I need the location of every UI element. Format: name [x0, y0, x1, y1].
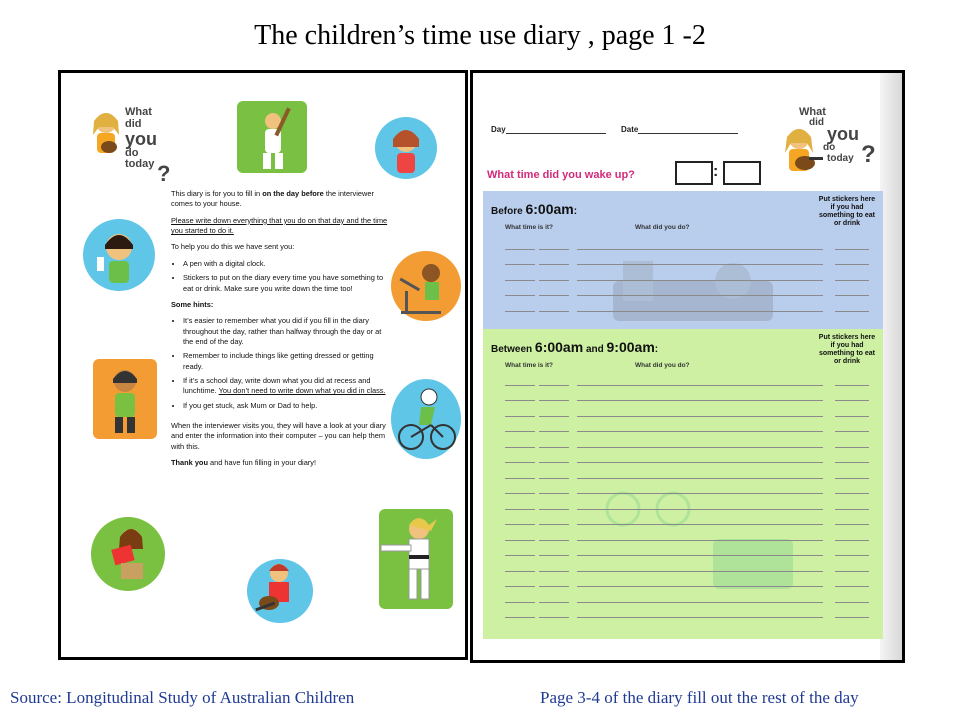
write-line[interactable] — [539, 416, 569, 417]
write-line[interactable] — [577, 295, 823, 296]
write-line[interactable] — [835, 311, 869, 312]
write-line[interactable] — [577, 385, 823, 386]
write-line[interactable] — [505, 524, 535, 525]
between-stickers-header: Put stickers here if you had something to eat or drink — [818, 334, 876, 366]
write-line[interactable] — [505, 431, 535, 432]
write-line[interactable] — [539, 571, 569, 572]
boy-guitar-icon — [247, 559, 313, 623]
write-line[interactable] — [505, 249, 535, 250]
write-line[interactable] — [539, 617, 569, 618]
help-paragraph: To help you do this we have sent you: — [171, 242, 295, 252]
write-down-paragraph: Please write down everything that you do on that day and the time you started to do it. — [171, 215, 388, 236]
write-line[interactable] — [539, 249, 569, 250]
before-activity-header: What did you do? — [635, 224, 690, 231]
hints-title: Some hints: — [171, 299, 214, 309]
write-line[interactable] — [539, 280, 569, 281]
diary-entry-row[interactable] — [483, 544, 883, 560]
write-line[interactable] — [539, 509, 569, 510]
write-line[interactable] — [539, 400, 569, 401]
diary-entry-row[interactable] — [483, 497, 883, 513]
write-line[interactable] — [577, 400, 823, 401]
write-line[interactable] — [577, 264, 823, 265]
write-line[interactable] — [505, 462, 535, 463]
wake-hour-box[interactable] — [675, 161, 713, 185]
what-did-you-do-badge: What did you do today ? — [89, 101, 169, 191]
girl-guitar-icon — [89, 109, 123, 159]
diary-entry-row[interactable] — [483, 389, 883, 405]
write-line[interactable] — [577, 509, 823, 510]
write-line[interactable] — [577, 280, 823, 281]
wake-minute-box[interactable] — [723, 161, 761, 185]
source-caption: Source: Longitudinal Study of Australian Children — [10, 688, 355, 707]
boy-drinking-icon — [83, 219, 155, 291]
write-line[interactable] — [577, 586, 823, 587]
write-line[interactable] — [577, 249, 823, 250]
write-line[interactable] — [505, 571, 535, 572]
write-line[interactable] — [505, 280, 535, 281]
thank-you-paragraph: Thank you and have fun filling in your diary! — [171, 458, 317, 468]
page-edge-shadow — [880, 73, 902, 660]
write-line[interactable] — [505, 264, 535, 265]
diary-entry-row[interactable] — [483, 237, 883, 253]
write-line[interactable] — [577, 431, 823, 432]
write-line[interactable] — [577, 555, 823, 556]
wake-colon: : — [713, 163, 719, 180]
diary-entry-row[interactable] — [483, 466, 883, 482]
write-line[interactable] — [835, 602, 869, 603]
write-line[interactable] — [539, 385, 569, 386]
write-line[interactable] — [835, 555, 869, 556]
write-line[interactable] — [835, 586, 869, 587]
interviewer-paragraph: When the interviewer visits you, they will have a look at your diary and enter the information into their computer – you can help them with this. — [171, 421, 386, 451]
write-line[interactable] — [539, 555, 569, 556]
diary-page-left — [58, 70, 468, 660]
between-entry-rows — [483, 373, 883, 621]
between-activity-header: What did you do? — [635, 362, 690, 369]
kid-with-toy-icon — [93, 359, 157, 439]
write-line[interactable] — [539, 540, 569, 541]
before-stickers-header: Put stickers here if you had something to eat or drink — [818, 196, 876, 228]
diary-entry-row[interactable] — [483, 528, 883, 544]
write-line[interactable] — [505, 602, 535, 603]
write-line[interactable] — [539, 462, 569, 463]
between-section-title: Between 6:00am and 9:00am: — [491, 339, 659, 355]
intro-paragraph: This diary is for you to fill in on the day before the interviewer comes to your house. — [171, 189, 374, 209]
write-line[interactable] — [505, 555, 535, 556]
page-note-caption: Page 3-4 of the diary fill out the rest of the day — [540, 688, 859, 707]
between-time-header: What time is it? — [505, 362, 554, 369]
diary-instructions — [171, 189, 393, 475]
write-line[interactable] — [505, 416, 535, 417]
write-line[interactable] — [835, 617, 869, 618]
before-6am-section — [483, 191, 883, 329]
write-line[interactable] — [835, 249, 869, 250]
write-line[interactable] — [577, 524, 823, 525]
before-time-header: What time is it? — [505, 224, 554, 231]
write-line[interactable] — [577, 462, 823, 463]
write-line[interactable] — [539, 493, 569, 494]
write-line[interactable] — [539, 264, 569, 265]
diary-entry-row[interactable] — [483, 482, 883, 498]
diary-entry-row[interactable] — [483, 451, 883, 467]
what-did-you-do-badge-right: What did you do today ? — [779, 105, 859, 195]
write-line[interactable] — [835, 295, 869, 296]
write-line[interactable] — [835, 478, 869, 479]
write-line[interactable] — [835, 431, 869, 432]
write-line[interactable] — [505, 586, 535, 587]
write-line[interactable] — [505, 540, 535, 541]
write-line[interactable] — [835, 447, 869, 448]
write-line[interactable] — [577, 478, 823, 479]
kid-on-bike-icon — [391, 379, 461, 459]
write-line[interactable] — [539, 295, 569, 296]
write-line[interactable] — [835, 264, 869, 265]
before-entry-rows — [483, 237, 883, 315]
diary-entry-row[interactable] — [483, 435, 883, 451]
between-6-9am-section — [483, 329, 883, 639]
write-line[interactable] — [835, 400, 869, 401]
write-line[interactable] — [539, 602, 569, 603]
write-line[interactable] — [577, 311, 823, 312]
write-line[interactable] — [835, 571, 869, 572]
write-line[interactable] — [835, 540, 869, 541]
diary-entry-row[interactable] — [483, 299, 883, 315]
write-line[interactable] — [577, 602, 823, 603]
write-line[interactable] — [835, 509, 869, 510]
write-line[interactable] — [505, 617, 535, 618]
diary-entry-row[interactable] — [483, 575, 883, 591]
write-line[interactable] — [505, 400, 535, 401]
write-line[interactable] — [577, 617, 823, 618]
date-field: Date — [621, 125, 738, 134]
diary-page-right — [470, 70, 905, 663]
write-line[interactable] — [577, 447, 823, 448]
write-line[interactable] — [505, 295, 535, 296]
wake-up-question: What time did you wake up? — [487, 169, 635, 181]
write-line[interactable] — [505, 509, 535, 510]
diary-entry-row[interactable] — [483, 590, 883, 606]
diary-entry-row[interactable] — [483, 253, 883, 269]
girl-guitar-icon — [779, 123, 823, 179]
cricket-player-icon — [237, 101, 307, 173]
slide-title: The children’s time use diary , page 1 -2 — [254, 20, 706, 51]
girl-karate-icon — [379, 509, 453, 609]
diary-entry-row[interactable] — [483, 606, 883, 622]
before-section-title: Before 6:00am: — [491, 201, 578, 217]
write-line[interactable] — [577, 416, 823, 417]
girl-reading-icon — [91, 517, 165, 591]
write-line[interactable] — [835, 385, 869, 386]
write-line[interactable] — [505, 385, 535, 386]
diary-entry-row[interactable] — [483, 268, 883, 284]
kid-at-computer-icon — [391, 251, 461, 321]
sent-items-list: • A pen with a digital clock. • Stickers to put on the diary every time you have something to eat or drink. Make sure you write down the time too! — [171, 259, 393, 294]
write-line[interactable] — [539, 586, 569, 587]
diary-entry-row[interactable] — [483, 373, 883, 389]
write-line[interactable] — [835, 416, 869, 417]
write-line[interactable] — [835, 524, 869, 525]
write-line[interactable] — [835, 280, 869, 281]
write-line[interactable] — [539, 478, 569, 479]
hints-list: • It’s easier to remember what you did if you fill in the diary throughout the day, rather than halfway through the day or at the end of the day. • Remember to include things like getting dressed or getting ready. • If it’s a school day, write down what you did at recess and lunchtime. You don’t need to write down what you did in class. • If you get stuck, ask Mum or Dad to help. — [171, 316, 393, 411]
diary-entry-row[interactable] — [483, 284, 883, 300]
write-line[interactable] — [577, 571, 823, 572]
write-line[interactable] — [539, 311, 569, 312]
day-field: Day — [491, 125, 606, 134]
write-line[interactable] — [577, 540, 823, 541]
write-line[interactable] — [505, 493, 535, 494]
write-line[interactable] — [539, 524, 569, 525]
diary-entry-row[interactable] — [483, 513, 883, 529]
girl-eating-icon — [375, 117, 437, 179]
diary-entry-row[interactable] — [483, 420, 883, 436]
diary-entry-row[interactable] — [483, 404, 883, 420]
write-line[interactable] — [505, 478, 535, 479]
write-line[interactable] — [835, 462, 869, 463]
write-line[interactable] — [505, 311, 535, 312]
diary-entry-row[interactable] — [483, 559, 883, 575]
write-line[interactable] — [539, 447, 569, 448]
write-line[interactable] — [505, 447, 535, 448]
write-line[interactable] — [539, 431, 569, 432]
write-line[interactable] — [577, 493, 823, 494]
write-line[interactable] — [835, 493, 869, 494]
